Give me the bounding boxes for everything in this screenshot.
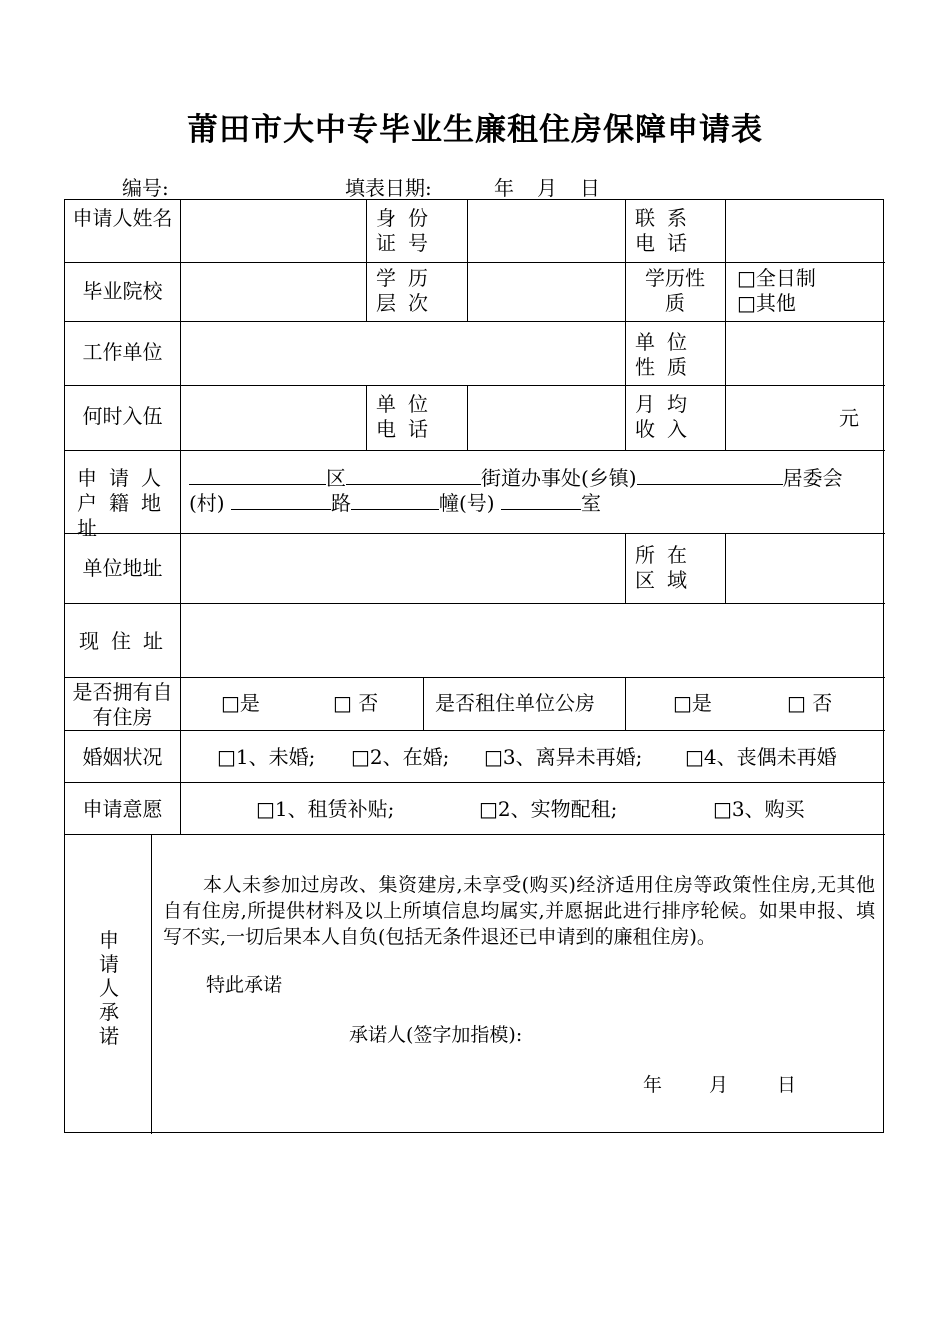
- commitment-special: 特此承诺: [206, 974, 283, 996]
- row-divider: [65, 533, 885, 534]
- row-divider: [65, 677, 885, 678]
- page-title: 莆田市大中专毕业生廉租住房保障申请表: [187, 112, 763, 148]
- road-text: 路: [330, 491, 351, 515]
- signature-label: 承诺人(签字加指模):: [349, 1024, 523, 1046]
- row-divider: [65, 450, 885, 451]
- room-blank[interactable]: [501, 491, 581, 510]
- row-divider: [65, 782, 885, 783]
- intent-label: 申请意愿: [82, 797, 163, 821]
- road-blank[interactable]: [231, 491, 331, 510]
- col-divider: [625, 533, 626, 603]
- marital-label: 婚姻状况: [82, 745, 163, 769]
- number-label: 编号:: [122, 176, 169, 200]
- commitment-text: 本人未参加过房改、集资建房,未享受(购买)经济适用住房等政策性住房,无其他自有住房,所提供材料及以上所填信息均属实,并愿据此进行排序轮候。如果申报、填写不实,一切后果本人自负(包括无条件退还已申请到的廉租住房)。: [163, 874, 875, 948]
- intent-allocation[interactable]: □2、实物配租;: [479, 797, 618, 821]
- household-label: 申请人户籍地址: [77, 466, 173, 540]
- row-divider: [65, 834, 885, 835]
- school-label: 毕业院校: [82, 279, 163, 303]
- room-text: 室: [580, 491, 601, 515]
- village-text: (村): [189, 491, 225, 515]
- col-divider: [366, 200, 367, 262]
- fulltime-checkbox[interactable]: □全日制: [737, 266, 816, 290]
- building-blank[interactable]: [351, 491, 439, 510]
- rent-yes[interactable]: □是: [673, 691, 712, 715]
- rent-label: 是否租住单位公房: [435, 691, 595, 715]
- committee-text: 居委会: [782, 466, 843, 490]
- col-divider: [180, 200, 181, 834]
- phone-label: 联系电话: [635, 206, 699, 255]
- row-divider: [65, 385, 885, 386]
- education-type-label: 学历性质: [645, 266, 705, 315]
- col-divider: [423, 677, 424, 730]
- col-divider: [625, 200, 626, 450]
- education-level-label: 学历层次: [376, 266, 440, 315]
- employer-type-label: 单位性质: [635, 330, 699, 379]
- street-text: 街道办事处(乡镇): [481, 466, 637, 490]
- row-divider: [65, 730, 885, 731]
- row-divider: [65, 603, 885, 604]
- own-house-yes[interactable]: □是: [221, 691, 260, 715]
- marital-widowed[interactable]: □4、丧偶未再婚: [685, 745, 837, 769]
- own-house-label: 是否拥有自有住房: [72, 680, 173, 729]
- row-divider: [65, 262, 885, 263]
- name-label: 申请人姓名: [72, 206, 173, 230]
- col-divider: [725, 533, 726, 603]
- residence-label: 现住址: [79, 629, 175, 653]
- col-divider: [366, 385, 367, 450]
- application-form: [64, 199, 884, 1133]
- committee-blank[interactable]: [637, 466, 783, 485]
- marital-married[interactable]: □2、在婚;: [351, 745, 450, 769]
- col-divider: [151, 834, 152, 1134]
- other-checkbox[interactable]: □其他: [737, 291, 796, 315]
- district-blank[interactable]: [189, 466, 326, 485]
- form-meta: [0, 172, 950, 200]
- building-text: 幢(号): [438, 491, 495, 515]
- id-number-label: 身份证号: [376, 206, 440, 255]
- date-month: 月: [537, 176, 557, 200]
- own-house-no[interactable]: □ 否: [333, 691, 379, 715]
- col-divider: [366, 262, 367, 321]
- intent-purchase[interactable]: □3、购买: [713, 797, 805, 821]
- commitment-label: 申请人承诺: [99, 928, 119, 1048]
- date-day: 日: [580, 176, 600, 200]
- sign-year: 年: [643, 1074, 663, 1096]
- sign-day: 日: [777, 1074, 797, 1096]
- employer-address-label: 单位地址: [82, 556, 163, 580]
- date-year: 年: [494, 176, 514, 200]
- area-label: 所在区域: [635, 543, 699, 592]
- employer-phone-label: 单位电话: [376, 392, 440, 441]
- marital-unmarried[interactable]: □1、未婚;: [217, 745, 316, 769]
- date-label: 填表日期:: [345, 176, 432, 200]
- row-divider: [65, 321, 885, 322]
- col-divider: [467, 385, 468, 450]
- sign-month: 月: [709, 1074, 729, 1096]
- col-divider: [625, 677, 626, 730]
- intent-subsidy[interactable]: □1、租赁补贴;: [256, 797, 395, 821]
- col-divider: [467, 200, 468, 321]
- income-label: 月均收入: [635, 392, 699, 441]
- household-line-1: [189, 466, 843, 491]
- rent-no[interactable]: □ 否: [787, 691, 833, 715]
- employer-label: 工作单位: [82, 340, 163, 364]
- district-text: 区: [326, 466, 346, 490]
- col-divider: [725, 200, 726, 450]
- income-unit: 元: [839, 406, 859, 430]
- marital-divorced[interactable]: □3、离异未再婚;: [484, 745, 643, 769]
- street-blank[interactable]: [346, 466, 481, 485]
- household-line-2: [189, 491, 601, 516]
- join-time-label: 何时入伍: [82, 404, 163, 428]
